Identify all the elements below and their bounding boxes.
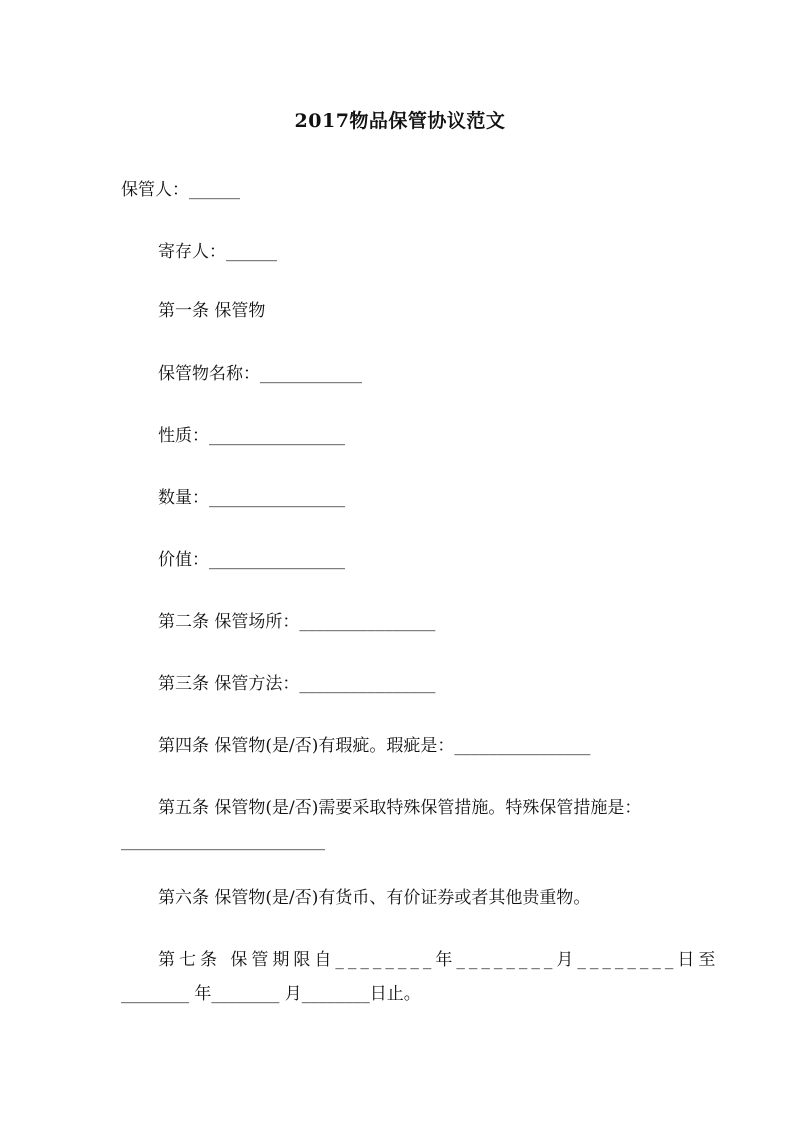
item-name-line: 保管物名称：____________	[158, 364, 362, 384]
custodian-line: 保管人：______	[121, 180, 240, 200]
article-5-blank-line: ________________________	[121, 831, 325, 851]
article-5-line: 第五条 保管物(是/否)需要采取特殊保管措施。特殊保管措施是：	[158, 798, 642, 818]
article-4-line: 第四条 保管物(是/否)有瑕疵。瑕疵是：________________	[158, 736, 591, 756]
article-7-line: 第七条 保管期限自________年________月________日至	[158, 950, 720, 970]
article-2-line: 第二条 保管场所：________________	[158, 612, 436, 632]
depositor-line: 寄存人：______	[158, 242, 277, 262]
quantity-line: 数量：________________	[158, 488, 345, 508]
article-1-heading: 第一条 保管物	[158, 301, 266, 321]
article-7-continuation-line: ________ 年________ 月________日止。	[121, 984, 421, 1004]
nature-line: 性质：________________	[158, 426, 345, 446]
value-line: 价值：________________	[158, 550, 345, 570]
article-6-line: 第六条 保管物(是/否)有货币、有价证券或者其他贵重物。	[158, 888, 591, 908]
document-title: 2017物品保管协议范文	[294, 110, 506, 132]
article-3-line: 第三条 保管方法：________________	[158, 674, 436, 694]
